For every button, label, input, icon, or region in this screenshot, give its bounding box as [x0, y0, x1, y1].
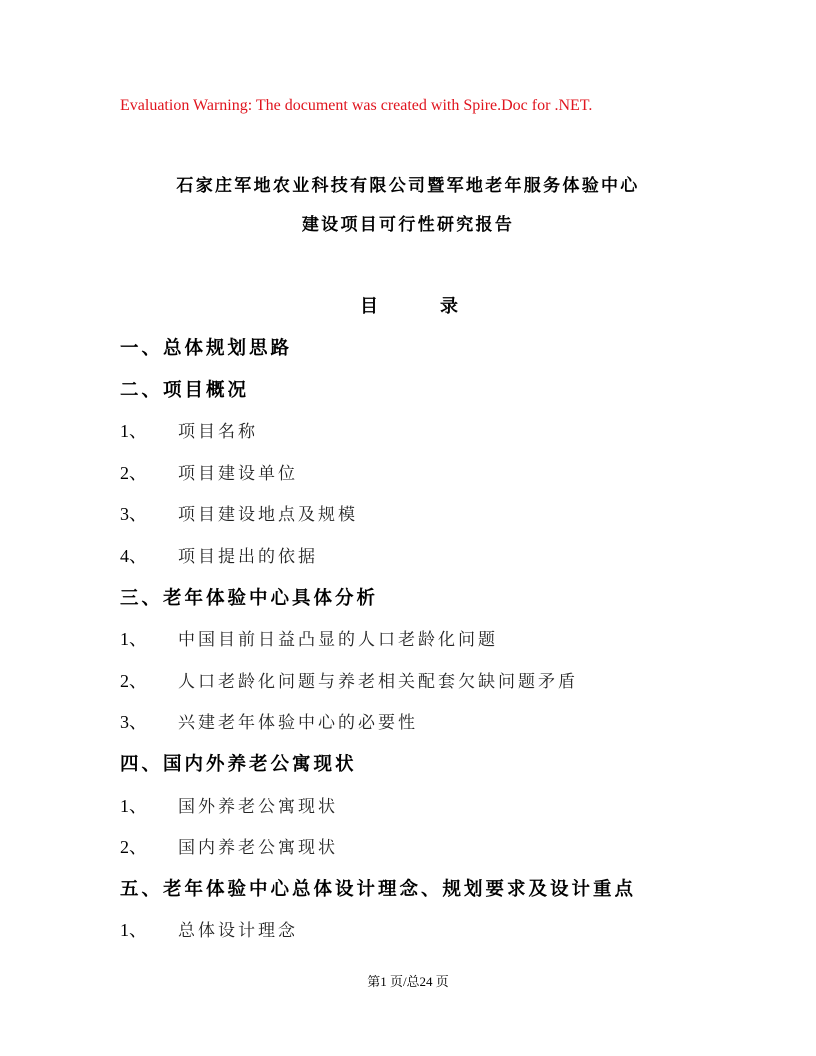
- toc-title-right: 录: [440, 296, 458, 317]
- toc-item-number: 1、: [120, 629, 147, 650]
- toc-item-number: 2、: [120, 837, 147, 858]
- toc-heading[interactable]: 五、老年体验中心总体设计理念、规划要求及设计重点: [120, 878, 637, 900]
- toc-item[interactable]: [120, 792, 338, 818]
- toc-item[interactable]: [120, 667, 578, 693]
- toc-item-number: 3、: [120, 504, 147, 525]
- toc-heading[interactable]: 三、老年体验中心具体分析: [120, 587, 379, 609]
- toc-item-text: 人口老龄化问题与养老相关配套欠缺问题矛盾: [178, 671, 578, 692]
- toc-item-text: 项目名称: [178, 422, 258, 443]
- toc-item-number: 2、: [120, 670, 147, 691]
- evaluation-warning: Evaluation Warning: The document was created with Spire.Doc for .NET.: [120, 97, 593, 114]
- toc-item-text: 中国目前日益凸显的人口老龄化问题: [178, 630, 498, 651]
- toc-item[interactable]: [120, 500, 358, 526]
- document-title-line2: 建设项目可行性研究报告: [301, 215, 515, 235]
- toc-item-number: 3、: [120, 712, 147, 733]
- toc-item-text: 总体设计理念: [178, 921, 298, 942]
- document-title-line1: 石家庄军地农业科技有限公司暨军地老年服务体验中心: [176, 176, 640, 196]
- toc-heading[interactable]: 二、项目概况: [120, 379, 250, 401]
- toc-title-left: 目: [360, 296, 378, 317]
- toc-item[interactable]: [120, 542, 318, 568]
- toc-item[interactable]: [120, 916, 298, 942]
- toc-heading[interactable]: 一、总体规划思路: [120, 338, 293, 359]
- toc-item[interactable]: [120, 708, 418, 734]
- toc-item-number: 1、: [120, 421, 147, 442]
- toc-item[interactable]: [120, 459, 298, 485]
- toc-item-text: 项目建设地点及规模: [178, 505, 358, 526]
- toc-item[interactable]: [120, 417, 258, 443]
- page-footer: 第1 页/总24 页: [367, 974, 449, 989]
- toc-item-text: 国内养老公寓现状: [178, 838, 338, 859]
- toc-item-number: 1、: [120, 920, 147, 941]
- toc-item-text: 国外养老公寓现状: [178, 796, 338, 817]
- toc-item-number: 4、: [120, 546, 147, 566]
- toc-item[interactable]: [120, 833, 338, 859]
- toc-item-text: 项目提出的依据: [178, 547, 318, 567]
- toc-item-number: 2、: [120, 462, 147, 483]
- toc-heading[interactable]: 四、国内外养老公寓现状: [120, 754, 357, 775]
- toc-item-number: 1、: [120, 795, 147, 816]
- toc-item-text: 兴建老年体验中心的必要性: [178, 713, 418, 734]
- toc-item-text: 项目建设单位: [178, 463, 298, 484]
- toc-item[interactable]: [120, 625, 498, 651]
